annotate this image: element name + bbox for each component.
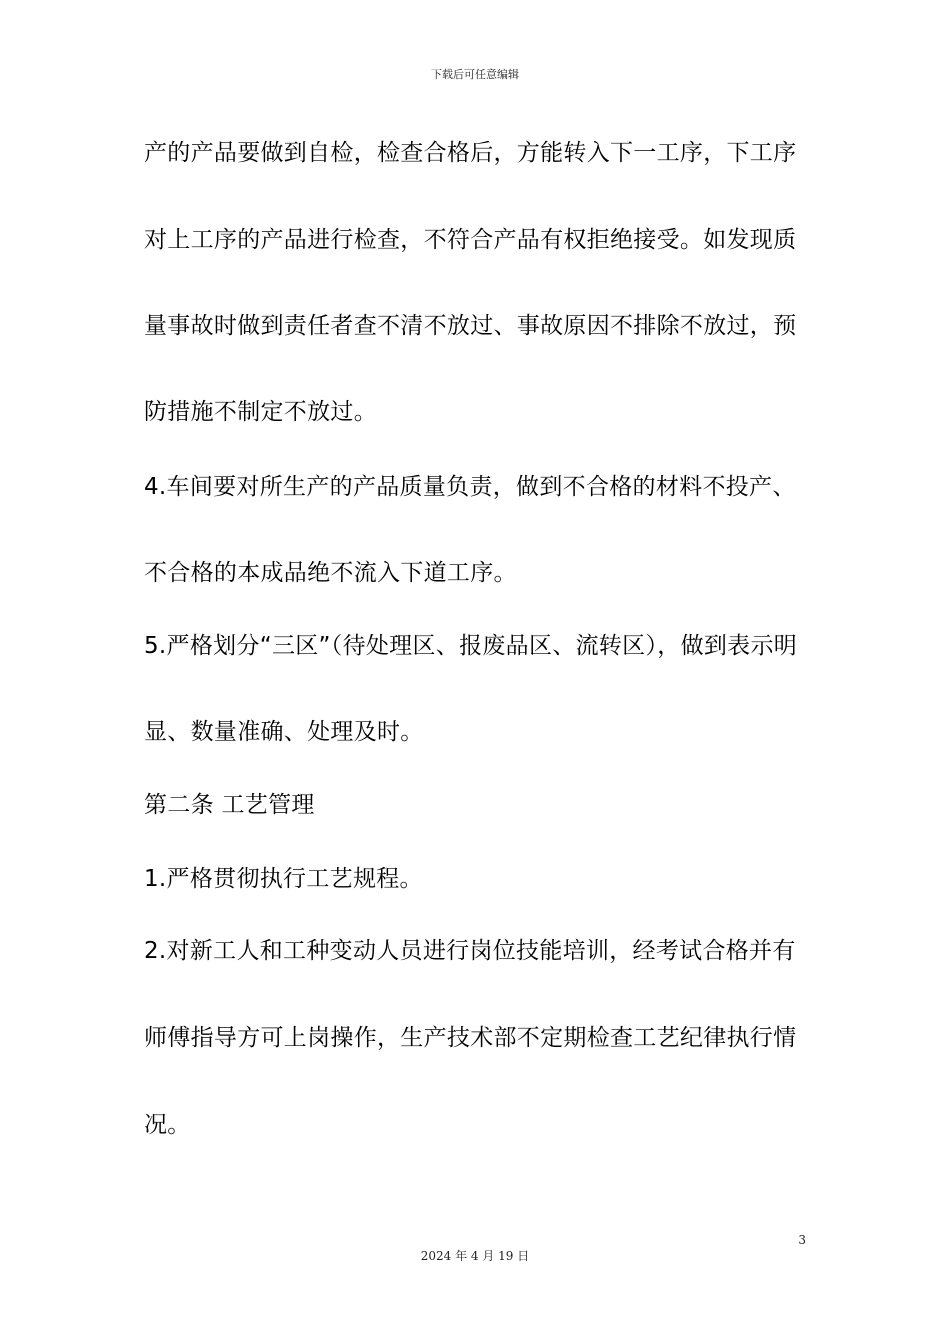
paragraph-line: 5.严格划分“三区”（待处理区、报废品区、流转区），做到表示明 [144, 633, 798, 659]
paragraph-line: 2.对新工人和工种变动人员进行岗位技能培训，经考试合格并有 [144, 938, 796, 964]
paragraph-line: 师傅指导方可上岗操作，生产技术部不定期检查工艺纪律执行情 [144, 1025, 797, 1051]
paragraph-line: 显、数量准确、处理及时。 [144, 719, 424, 745]
paragraph-line: 况。 [144, 1112, 191, 1138]
paragraph-line: 对上工序的产品进行检查，不符合产品有权拒绝接受。如发现质 [144, 227, 797, 253]
paragraph-line: 4.车间要对所生产的产品质量负责，做到不合格的材料不投产、 [144, 474, 796, 500]
page-footer-date: 2024 年 4 月 19 日 [420, 1249, 530, 1263]
paragraph-line: 产的产品要做到自检，检查合格后，方能转入下一工序，下工序 [144, 140, 797, 166]
page-number: 3 [798, 1233, 806, 1247]
paragraph-line: 防措施不制定不放过。 [144, 399, 377, 425]
section-heading: 第二条 工艺管理 [144, 792, 315, 818]
page-header: 下载后可任意编辑 [431, 68, 519, 81]
paragraph-line: 量事故时做到责任者查不清不放过、事故原因不排除不放过，预 [144, 313, 797, 339]
paragraph-line: 1.严格贯彻执行工艺规程。 [144, 866, 423, 892]
paragraph-line: 不合格的本成品绝不流入下道工序。 [144, 560, 517, 586]
